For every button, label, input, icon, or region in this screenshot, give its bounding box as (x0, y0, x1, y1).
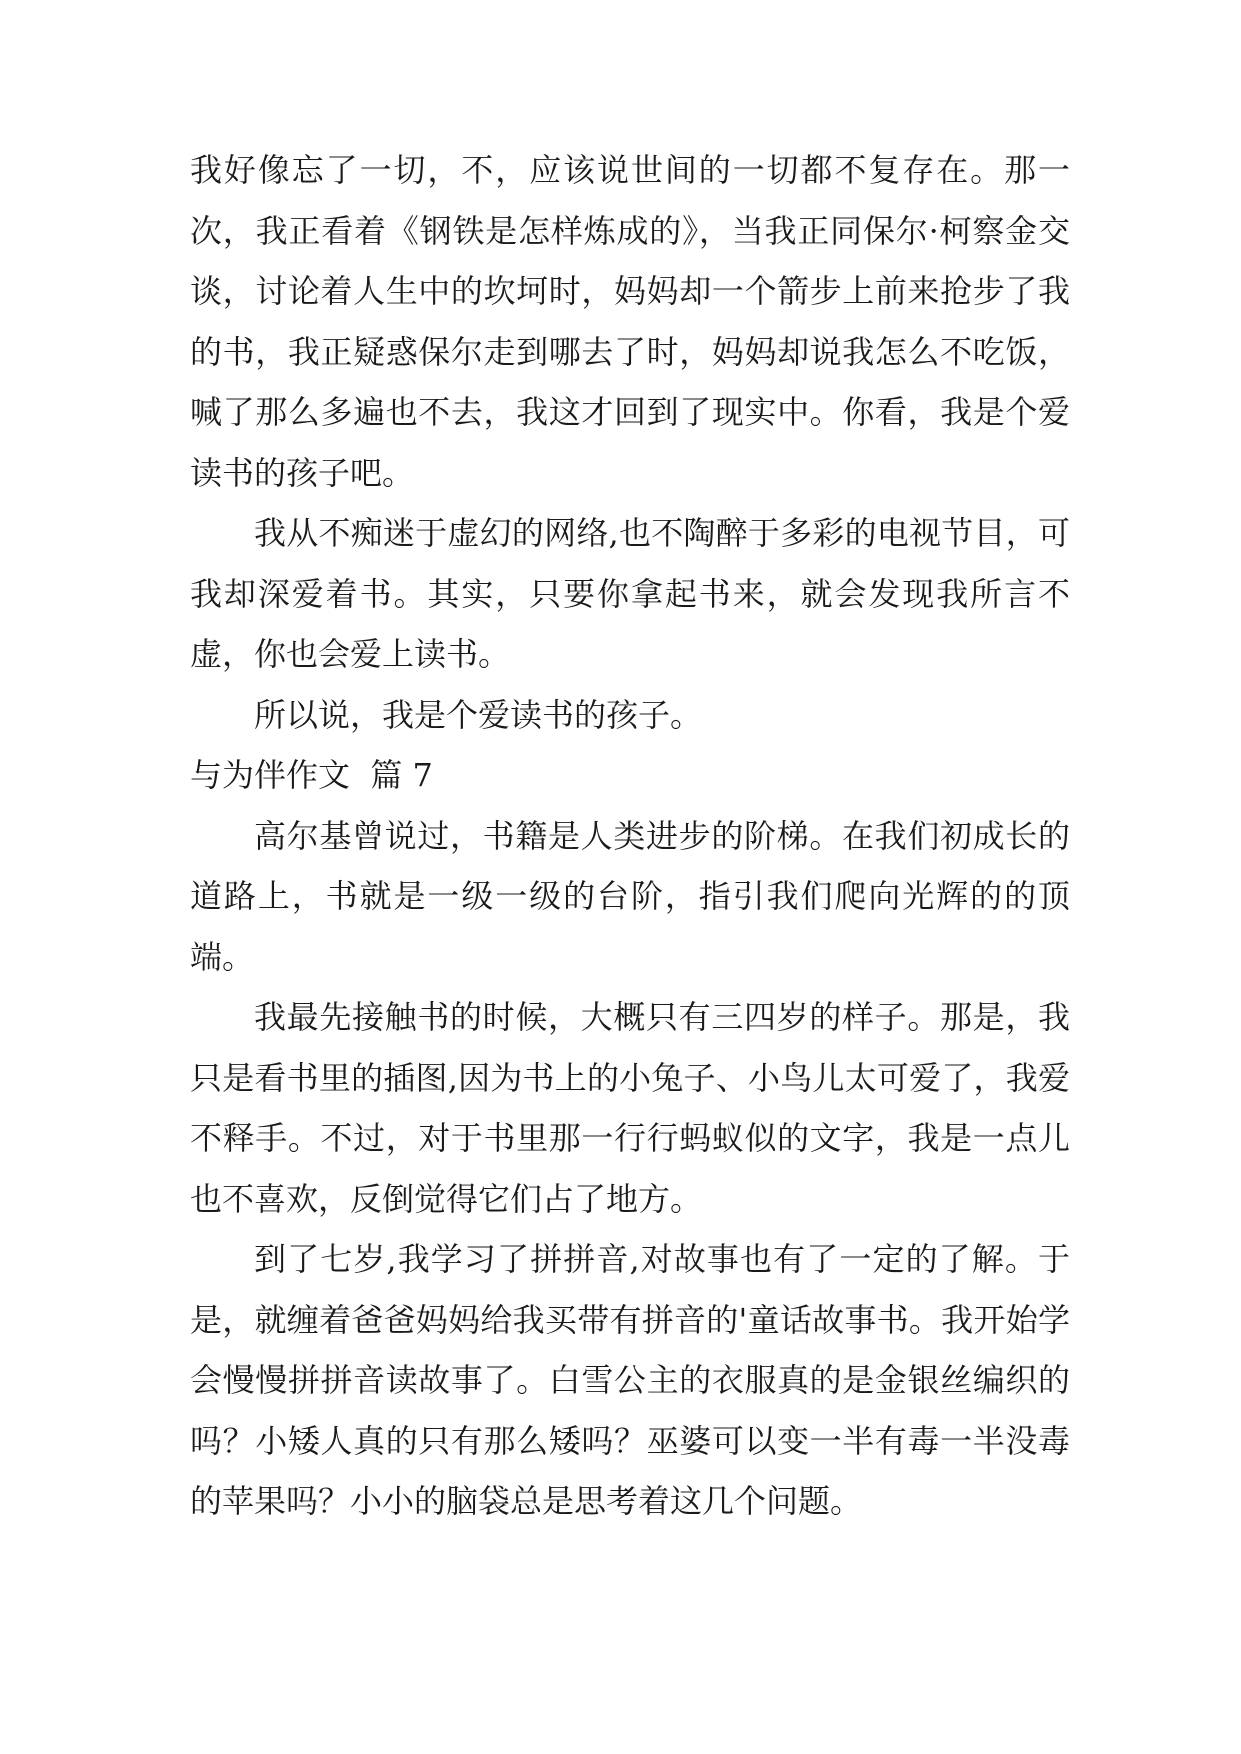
paragraph-2: 我从不痴迷于虚幻的网络,也不陶醉于多彩的电视节目，可我却深爱着书。其实，只要你拿起书来，就会发现我所言不虚，你也会爱上读书。 (190, 514, 1070, 673)
paragraph-3: 所以说，我是个爱读书的孩子。 (254, 695, 703, 734)
paragraph-4: 高尔基曾说过，书籍是人类进步的阶梯。在我们初成长的道路上，书就是一级一级的台阶，指引我们爬向光辉的的顶端。 (190, 816, 1070, 976)
section-heading: 与为伴作文 篇 7 (190, 756, 433, 794)
paragraph-6: 到了七岁,我学习了拼拼音,对故事也有了一定的了解。于是，就缠着爸爸妈妈给我买带有拼音的'童话故事书。我开始学会慢慢拼拼音读故事了。白雪公主的衣服真的是金银丝编织的吗？小矮人真的只有那么矮吗？巫婆可以变一半有毒一半没毒的苹果吗？小小的脑袋总是思考着这几个问题。 (190, 1240, 1070, 1520)
paragraph-1: 我好像忘了一切，不，应该说世间的一切都不复存在。那一次，我正看着《钢铁是怎样炼成的》，当我正同保尔·柯察金交谈，讨论着人生中的坎坷时，妈妈却一个箭步上前来抢步了我的书，我正疑惑保尔走到哪去了时，妈妈却说我怎么不吃饭，喊了那么多遍也不去，我这才回到了现实中。你看，我是个爱读书的孩子吧。 (190, 151, 1070, 492)
document-body (190, 140, 1070, 1532)
paragraph-5: 我最先接触书的时候，大概只有三四岁的样子。那是，我只是看书里的插图,因为书上的小兔子、小鸟儿太可爱了，我爱不释手。不过，对于书里那一行行蚂蚁似的文字，我是一点儿也不喜欢，反倒觉得它们占了地方。 (190, 998, 1070, 1218)
